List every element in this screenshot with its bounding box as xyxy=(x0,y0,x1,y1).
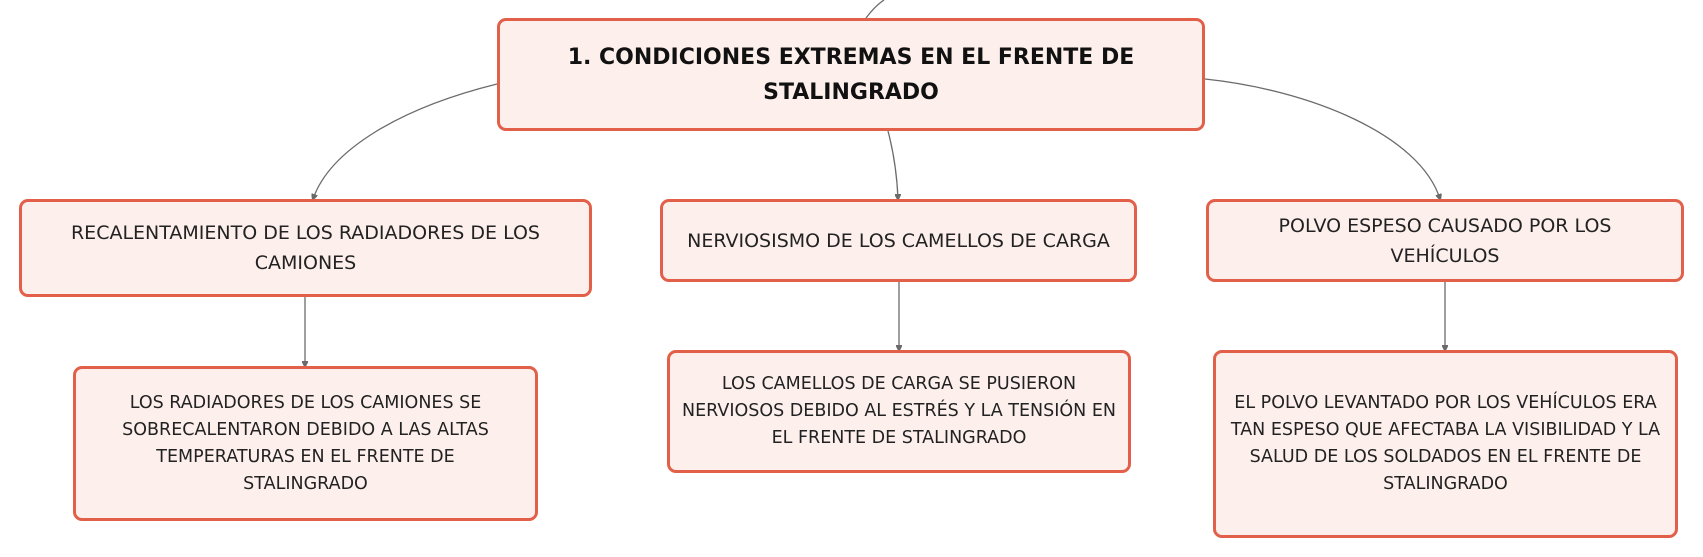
detail-node-text: LOS CAMELLOS DE CARGA SE PUSIERON NERVIOSOS DEBIDO AL ESTRÉS Y LA TENSIÓN EN EL FRENTE DE STALINGRADO xyxy=(682,374,1116,448)
incoming-connector xyxy=(866,0,884,18)
branch-node-label: POLVO ESPESO CAUSADO POR LOS VEHÍCULOS xyxy=(1278,214,1612,267)
branch-node-label: RECALENTAMIENTO DE LOS RADIADORES DE LOS CAMIONES xyxy=(70,222,540,274)
connector-root-to-branch-3 xyxy=(1205,79,1440,199)
branch-node-polvo[interactable] xyxy=(1206,199,1684,282)
detail-node-text: LOS RADIADORES DE LOS CAMIONES SE SOBRECALENTARON DEBIDO A LAS ALTAS TEMPERATURAS EN EL FRENTE DE STALINGRADO xyxy=(122,392,489,494)
connector-root-to-branch-2 xyxy=(888,131,898,199)
connector-root-to-branch-1 xyxy=(313,84,497,199)
branch-node-radiadores[interactable] xyxy=(19,199,592,297)
root-node-label: 1. CONDICIONES EXTREMAS EN EL FRENTE DE STALINGRADO xyxy=(567,44,1135,105)
branch-node-camellos[interactable] xyxy=(660,199,1137,282)
detail-node-text: EL POLVO LEVANTADO POR LOS VEHÍCULOS ERA TAN ESPESO QUE AFECTABA LA VISIBILIDAD Y LA SALUD DE LOS SOLDADOS EN EL FRENTE DE STALINGRADO xyxy=(1230,393,1661,494)
detail-node-polvo[interactable] xyxy=(1213,350,1678,538)
detail-node-radiadores[interactable] xyxy=(73,366,538,521)
root-node[interactable] xyxy=(497,18,1205,131)
branch-node-label: NERVIOSISMO DE LOS CAMELLOS DE CARGA xyxy=(687,229,1110,252)
detail-node-camellos[interactable] xyxy=(667,350,1131,473)
